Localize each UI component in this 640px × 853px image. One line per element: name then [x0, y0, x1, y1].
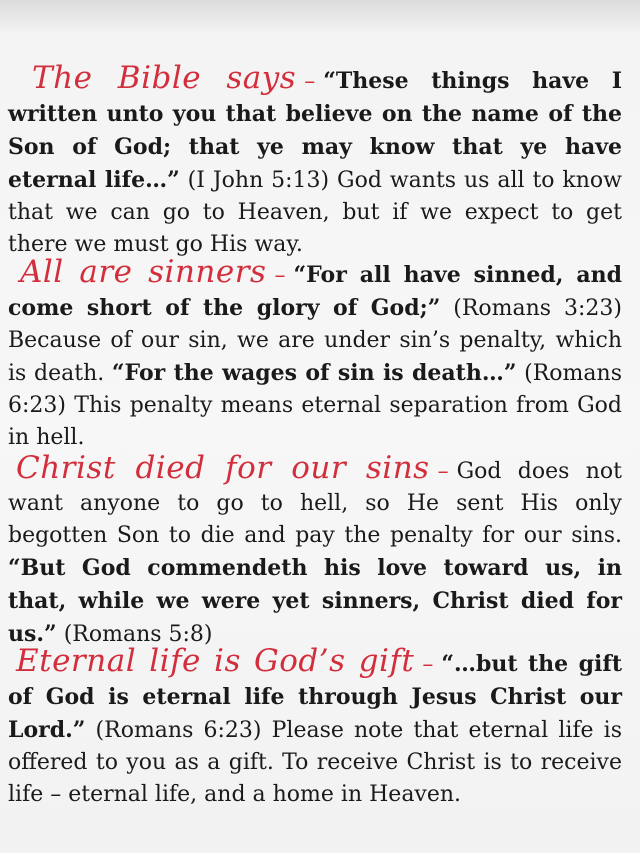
scripture-reference: (I John 5:13) [179, 168, 330, 193]
body-text-2: This penalty means eternal separation from God in hell. [8, 393, 622, 450]
scripture-quote: “But God commendeth his love toward us, in that, while we were yet sinners, Christ died for us.” [8, 555, 622, 647]
heading-dash: – [437, 459, 449, 484]
heading-dash: – [304, 69, 316, 94]
section-heading: The Bible says [32, 60, 297, 96]
section-heading: All are sinners [20, 254, 267, 290]
scripture-reference: (Romans 6:23) [85, 718, 262, 743]
scripture-quote: “…but the gift of God is eternal life through Jesus Christ our Lord.” [8, 651, 622, 743]
body-text: Please note that eternal life is offered to you as a gift. To receive Christ is to receive life – eternal life, and a home in Heaven. [8, 718, 623, 807]
scripture-reference: (Romans 5:8) [56, 622, 213, 647]
section-bible-says [8, 62, 622, 261]
body-text: Because of our sin, we are under sin’s penalty, which is death. [8, 328, 622, 386]
scripture-quote-2: “For the wages of sin is death…” [111, 360, 517, 386]
heading-dash: – [274, 263, 286, 288]
scripture-reference: (Romans 3:23) [440, 296, 622, 321]
scripture-quote: “For all have sinned, and come short of the glory of God;” [8, 262, 622, 321]
heading-dash: – [422, 652, 434, 677]
section-eternal-life-gift [8, 645, 622, 811]
section-heading: Eternal life is God’s gift [16, 643, 415, 679]
scripture-quote: “These things have I written unto you that believe on the name of the Son of God; that ye may know that ye have eternal life…” [8, 68, 623, 193]
scripture-reference-2: (Romans 6:23) [8, 361, 622, 418]
body-text: God does not want anyone to go to hell, so He sent His only begotten Son to die and pay the penalty for our sins. [8, 459, 622, 548]
body-text: God wants us all to know that we can go to Heaven, but if we expect to get there we must go His way. [8, 168, 623, 257]
section-all-are-sinners [8, 256, 622, 454]
section-heading: Christ died for our sins [16, 450, 430, 486]
section-christ-died [8, 452, 622, 651]
